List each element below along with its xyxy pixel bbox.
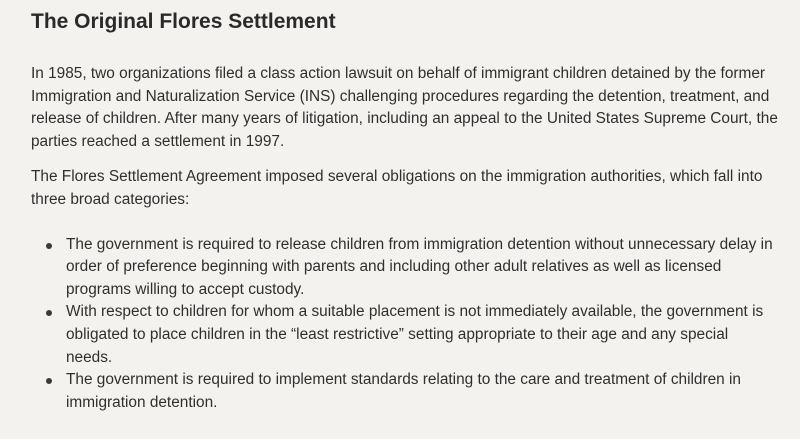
page-title: The Original Flores Settlement [31, 10, 336, 33]
bullet-icon [46, 378, 52, 384]
list-item-text: The government is required to implement standards relating to the care and treatment of children in immigration detention. [66, 371, 741, 411]
bullet-icon [46, 310, 52, 316]
obligations-intro-paragraph: The Flores Settlement Agreement imposed several obligations on the immigration authorities, which fall into three broad categories: [31, 168, 763, 208]
list-item [31, 301, 776, 369]
bullet-icon [46, 243, 52, 249]
list-item [31, 234, 776, 302]
list-item-text: With respect to children for whom a suitable placement is not immediately available, the government is obligated to place children in the “least restrictive” setting appropriate to their age and any special needs. [66, 303, 764, 366]
list-item-text: The government is required to release children from immigration detention without unnecessary delay in order of preference beginning with parents and including other adult relatives as well as licensed programs willing to accept custody. [66, 235, 773, 298]
list-item [31, 369, 776, 414]
intro-paragraph: In 1985, two organizations filed a class action lawsuit on behalf of immigrant children detained by the former Immigration and Naturalization Service (INS) challenging procedures regarding the detention, treatment, and release of children. After many years of litigation, including an appeal to the United States Supreme Court, the parties reached a settlement in 1997. [31, 65, 778, 150]
obligations-list [31, 234, 776, 415]
